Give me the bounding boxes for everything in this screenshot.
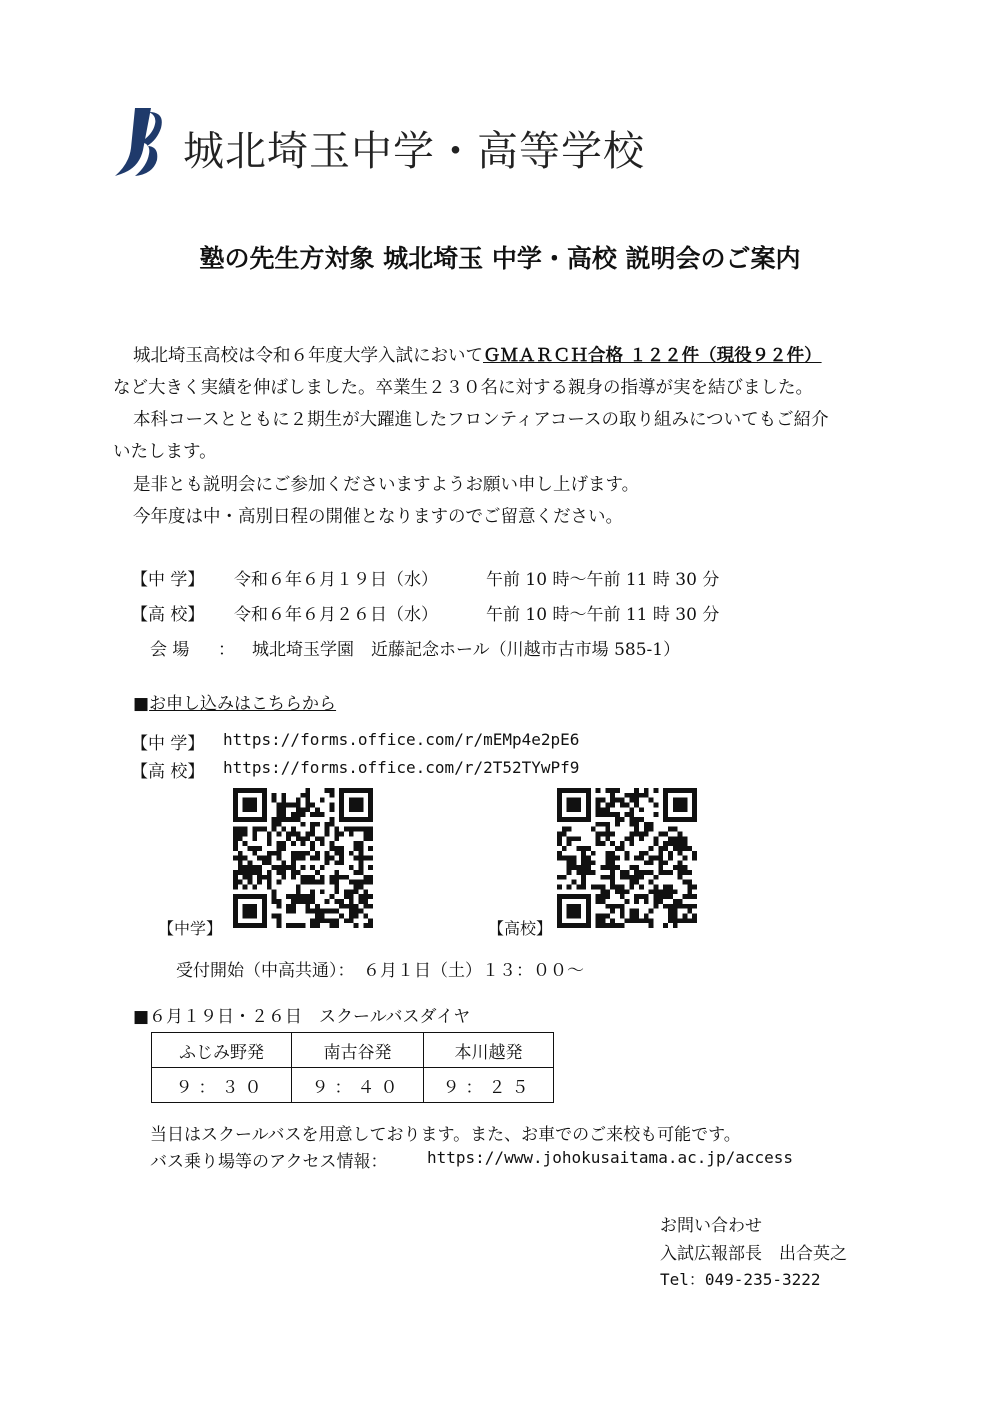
page-title: 塾の先生方対象 城北埼玉 中学・高校 説明会のご案内 (199, 244, 801, 273)
venue-separator: ： (218, 640, 235, 660)
school-name: 城北埼玉中学・高等学校 (183, 127, 645, 175)
school-logo (113, 106, 165, 178)
application-link-senior[interactable]: https://forms.office.com/r/2T52TYwPf9 (223, 758, 580, 777)
contact-tel: Tel：049-235-3222 (660, 1270, 821, 1289)
bus-col-fujimino: ふじみ野発 (152, 1033, 292, 1068)
reception-start: 受付開始（中高共通）： ６月１日（土）１３：００～ (176, 961, 584, 981)
gmarch-highlight: ＧＭＡＲＣＨ合格 １２２件（現役９２件） (483, 346, 822, 366)
square-bullet-icon: ■ (133, 694, 150, 714)
contact-person: 入試広報部長 出合英之 (660, 1244, 847, 1264)
intro-line-5: 是非とも説明会にご参加くださいますようお願い申し上げます。 (133, 475, 640, 495)
application-heading-text: お申し込みはこちらから (149, 694, 337, 714)
venue-label: 会 場 (150, 640, 190, 660)
application-label-junior: 【中 学】 (131, 734, 205, 754)
venue-value: 城北埼玉学園 近藤記念ホール（川越市古市場 585-1） (252, 640, 681, 660)
qr-label-junior: 【中学】 (158, 919, 223, 938)
schedule-time-senior: 午前 10 時～午前 11 時 30 分 (486, 605, 720, 625)
access-link[interactable]: https://www.johokusaitama.ac.jp/access (427, 1148, 794, 1167)
intro-line-1-text: 城北埼玉高校は令和６年度大学入試において (133, 346, 483, 366)
bus-times-row (152, 1068, 554, 1103)
qr-code-senior[interactable] (557, 788, 697, 928)
access-label: バス乗り場等のアクセス情報： (150, 1152, 388, 1172)
bus-note: 当日はスクールバスを用意しております。また、お車でのご来校も可能です。 (150, 1125, 741, 1145)
intro-line-6: 今年度は中・高別日程の開催となりますのでご留意ください。 (133, 507, 623, 527)
intro-line-4: いたします。 (113, 442, 217, 462)
qr-code-junior[interactable] (233, 788, 373, 928)
bus-time-fujimino: ９：３０ (152, 1068, 292, 1103)
application-label-senior: 【高 校】 (131, 762, 205, 782)
contact-heading: お問い合わせ (660, 1216, 762, 1236)
bus-timetable (151, 1032, 554, 1103)
schedule-date-junior: 令和６年６月１９日（水） (234, 570, 438, 590)
intro-line-3: 本科コースとともに２期生が大躍進したフロンティアコースの取り組みについてもご紹介 (133, 410, 829, 430)
schedule-label-senior: 【高 校】 (131, 605, 205, 625)
intro-line-2: など大きく実績を伸ばしました。卒業生２３０名に対する親身の指導が実を結びました。 (113, 378, 813, 398)
bus-heading: ■６月１９日・２６日 スクールバスダイヤ (133, 1007, 471, 1027)
application-heading (133, 689, 336, 714)
bus-header-row (152, 1033, 554, 1068)
bus-time-minamifuruya: ９：４０ (292, 1068, 424, 1103)
bus-col-honkawagoe: 本川越発 (424, 1033, 554, 1068)
schedule-date-senior: 令和６年６月２６日（水） (234, 605, 438, 625)
bus-time-honkawagoe: ９：２５ (424, 1068, 554, 1103)
bus-col-minamifuruya: 南古谷発 (292, 1033, 424, 1068)
qr-label-senior: 【高校】 (488, 919, 553, 938)
schedule-label-junior: 【中 学】 (131, 570, 205, 590)
application-link-junior[interactable]: https://forms.office.com/r/mEMp4e2pE6 (223, 730, 580, 749)
schedule-time-junior: 午前 10 時～午前 11 時 30 分 (486, 570, 720, 590)
intro-line-1 (133, 342, 822, 367)
